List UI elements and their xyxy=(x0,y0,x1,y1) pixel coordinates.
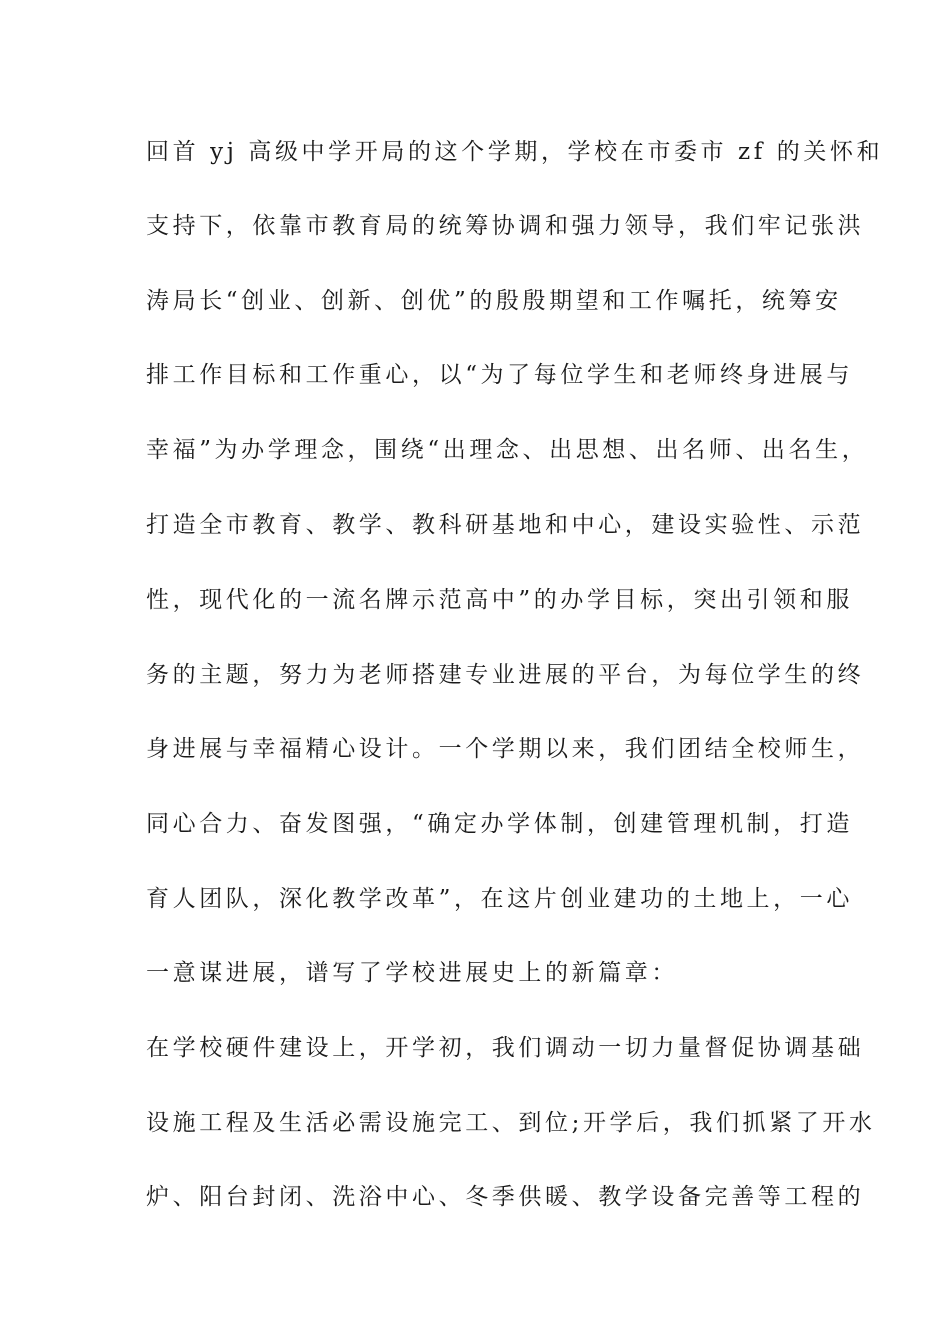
text-line: 打造全市教育、教学、教科研基地和中心，建设实验性、示范 xyxy=(146,512,865,538)
text-line: 支持下，依靠市教育局的统筹协调和强力领导，我们牢记张洪 xyxy=(146,213,865,239)
text-line: 育人团队，深化教学改革”，在这片创业建功的土地上，一心 xyxy=(146,886,853,912)
text-line: 务的主题，努力为老师搭建专业进展的平台，为每位学生的终 xyxy=(146,662,865,688)
text-line: 设施工程及生活必需设施完工、到位;开学后，我们抓紧了开水 xyxy=(146,1110,876,1136)
text-line: 一意谋进展，谱写了学校进展史上的新篇章： xyxy=(146,960,678,986)
text-line: 涛局长“创业、创新、创优”的殷殷期望和工作嘱托，统筹安 xyxy=(146,288,842,314)
text-line: 性，现代化的一流名牌示范高中”的办学目标，突出引领和服 xyxy=(146,587,853,613)
text-line: 回首 yj 高级中学开局的这个学期，学校在市委市 zf 的关怀和 xyxy=(146,139,884,165)
text-line: 炉、阳台封闭、洗浴中心、冬季供暖、教学设备完善等工程的 xyxy=(146,1184,865,1210)
text-line: 在学校硬件建设上，开学初，我们调动一切力量督促协调基础 xyxy=(146,1035,865,1061)
text-line: 同心合力、奋发图强，“确定办学体制，创建管理机制，打造 xyxy=(146,811,853,837)
text-line: 排工作目标和工作重心，以“为了每位学生和老师终身进展与 xyxy=(146,362,853,388)
text-line: 身进展与幸福精心设计。一个学期以来，我们团结全校师生， xyxy=(146,736,865,762)
text-line: 幸福”为办学理念，围绕“出理念、出思想、出名师、出名生， xyxy=(146,437,869,463)
